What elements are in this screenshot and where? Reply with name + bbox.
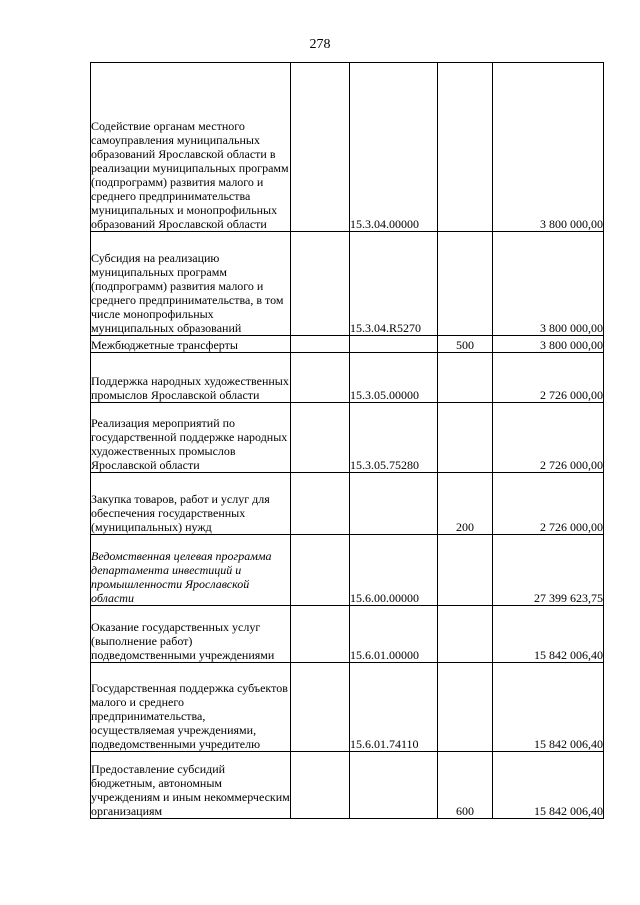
table-row bbox=[91, 232, 604, 336]
row-code: 15.3.05.00000 bbox=[350, 353, 438, 403]
row-sum: 15 842 006,40 bbox=[493, 663, 604, 752]
budget-table-body bbox=[91, 63, 604, 819]
table-row bbox=[91, 752, 604, 819]
row-sum: 2 726 000,00 bbox=[493, 473, 604, 535]
row-expense-type bbox=[438, 353, 493, 403]
row-name: Государственная поддержка субъектов малого и среднего предпринимательства, осуществляемая учреждениями, подведомственными учредителю bbox=[91, 663, 291, 752]
empty-cell bbox=[291, 232, 350, 336]
row-expense-type: 600 bbox=[438, 752, 493, 819]
table-row bbox=[91, 353, 604, 403]
row-sum: 3 800 000,00 bbox=[493, 232, 604, 336]
row-sum: 2 726 000,00 bbox=[493, 353, 604, 403]
row-name: Реализация мероприятий по государственной поддержке народных художественных промыслов Ярославской области bbox=[91, 403, 291, 473]
row-sum: 15 842 006,40 bbox=[493, 752, 604, 819]
table-row bbox=[91, 336, 604, 353]
empty-cell bbox=[291, 403, 350, 473]
table-row bbox=[91, 63, 604, 232]
table-row bbox=[91, 473, 604, 535]
budget-table bbox=[90, 62, 604, 819]
row-code: 15.3.05.75280 bbox=[350, 403, 438, 473]
row-expense-type bbox=[438, 606, 493, 663]
row-expense-type bbox=[438, 535, 493, 606]
empty-cell bbox=[291, 353, 350, 403]
empty-cell bbox=[291, 606, 350, 663]
row-expense-type: 200 bbox=[438, 473, 493, 535]
row-name: Содействие органам местного самоуправления муниципальных образований Ярославской области в реализации муниципальных программ (подпрограмм) развития малого и среднего предпринимательства муниципальных и монопрофильных образований Ярославской области bbox=[91, 63, 291, 232]
row-code: 15.3.04.R5270 bbox=[350, 232, 438, 336]
empty-cell bbox=[291, 663, 350, 752]
empty-cell bbox=[291, 752, 350, 819]
row-sum: 3 800 000,00 bbox=[493, 336, 604, 353]
row-name: Закупка товаров, работ и услуг для обеспечения государственных (муниципальных) нужд bbox=[91, 473, 291, 535]
row-code: 15.6.00.00000 bbox=[350, 535, 438, 606]
row-code: 15.3.04.00000 bbox=[350, 63, 438, 232]
row-code bbox=[350, 336, 438, 353]
row-code bbox=[350, 752, 438, 819]
empty-cell bbox=[291, 473, 350, 535]
row-expense-type bbox=[438, 663, 493, 752]
row-sum: 27 399 623,75 bbox=[493, 535, 604, 606]
row-name: Межбюджетные трансферты bbox=[91, 336, 291, 353]
row-expense-type: 500 bbox=[438, 336, 493, 353]
row-sum: 2 726 000,00 bbox=[493, 403, 604, 473]
row-sum: 3 800 000,00 bbox=[493, 63, 604, 232]
row-expense-type bbox=[438, 63, 493, 232]
row-name: Оказание государственных услуг (выполнение работ) подведомственными учреждениями bbox=[91, 606, 291, 663]
empty-cell bbox=[291, 336, 350, 353]
row-code bbox=[350, 473, 438, 535]
row-name: Субсидия на реализацию муниципальных программ (подпрограмм) развития малого и среднего предпринимательства, в том числе монопрофильных муниципальных образований bbox=[91, 232, 291, 336]
empty-cell bbox=[291, 535, 350, 606]
row-name: Поддержка народных художественных промыслов Ярославской области bbox=[91, 353, 291, 403]
row-sum: 15 842 006,40 bbox=[493, 606, 604, 663]
table-row bbox=[91, 663, 604, 752]
page-number: 278 bbox=[309, 37, 331, 52]
table-row bbox=[91, 403, 604, 473]
table-row bbox=[91, 606, 604, 663]
row-name: Ведомственная целевая программа департамента инвестиций и промышленности Ярославской области bbox=[91, 535, 291, 606]
table-row bbox=[91, 535, 604, 606]
row-code: 15.6.01.74110 bbox=[350, 663, 438, 752]
empty-cell bbox=[291, 63, 350, 232]
row-name: Предоставление субсидий бюджетным, автономным учреждениям и иным некоммерческим организациям bbox=[91, 752, 291, 819]
row-code: 15.6.01.00000 bbox=[350, 606, 438, 663]
row-expense-type bbox=[438, 403, 493, 473]
row-expense-type bbox=[438, 232, 493, 336]
